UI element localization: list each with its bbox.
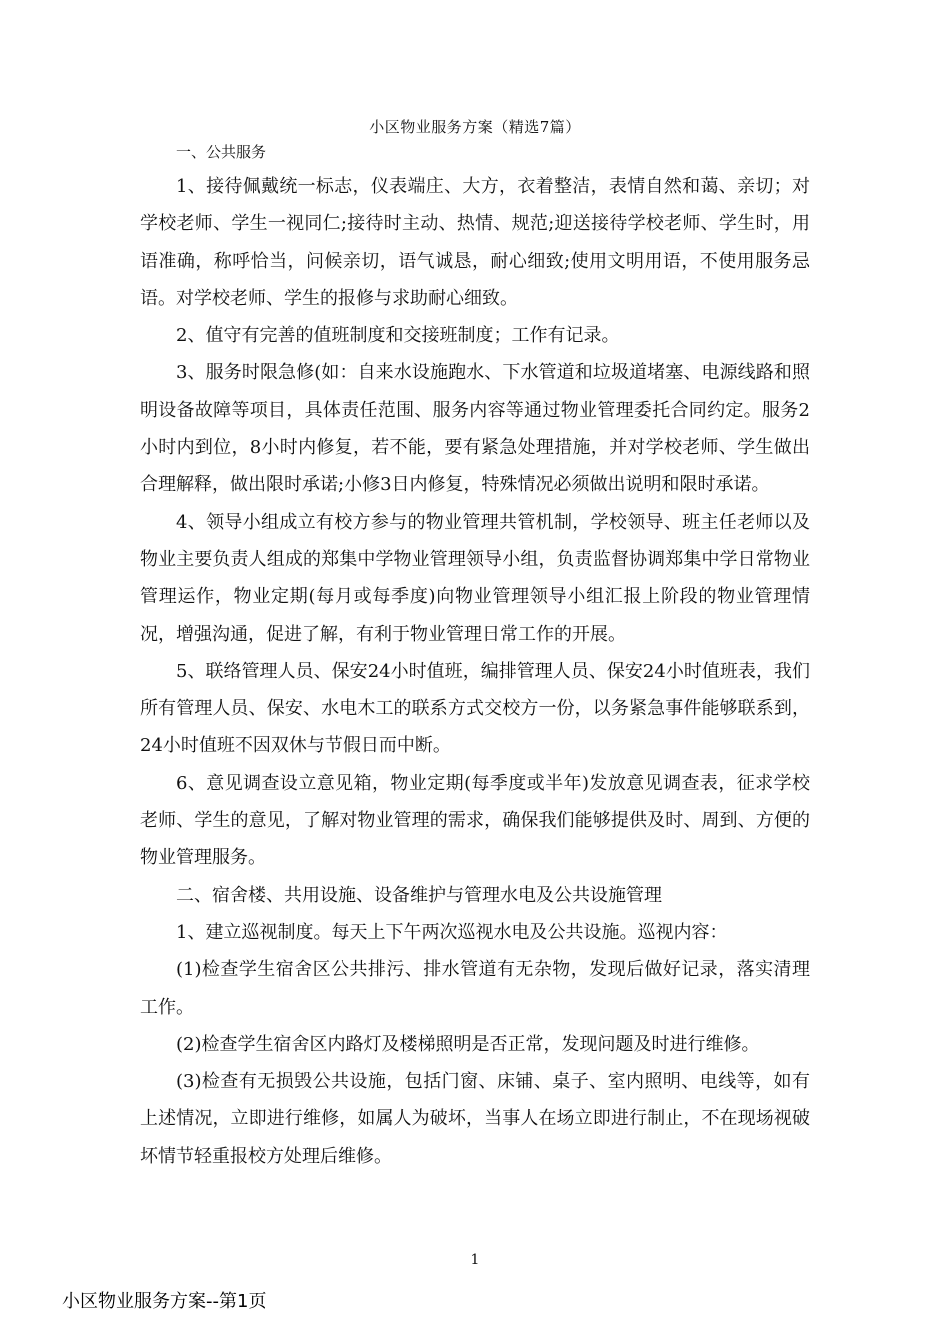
paragraph: 5、联络管理人员、保安24小时值班，编排管理人员、保安24小时值班表，我们所有管理人员、保安、水电木工的联系方式交校方一份，以务紧急事件能够联系到，24小时值班不因双休与节假日而中断。	[140, 660, 810, 757]
page-number: 1	[470, 1252, 480, 1268]
paragraph: 6、意见调查设立意见箱，物业定期(每季度或半年)发放意见调查表，征求学校老师、学生的意见，了解对物业管理的需求，确保我们能够提供及时、周到、方便的物业管理服务。	[140, 772, 810, 869]
document-body	[140, 140, 810, 1175]
paragraph: (3)检查有无损毁公共设施，包括门窗、床铺、桌子、室内照明、电线等，如有上述情况，立即进行维修，如属人为破坏，当事人在场立即进行制止，不在现场视破坏情节轻重报校方处理后维修。	[140, 1071, 810, 1167]
page-footer: 小区物业服务方案--第1页	[62, 1291, 267, 1312]
document-title: 小区物业服务方案（精选7篇）	[369, 118, 581, 136]
paragraph: 1、建立巡视制度。每天上下午两次巡视水电及公共设施。巡视内容：	[176, 921, 728, 943]
paragraph: 3、服务时限急修(如：自来水设施跑水、下水管道和垃圾道堵塞、电源线路和照明设备故障等项目，具体责任范围、服务内容等通过物业管理委托合同约定。服务2小时内到位，8小时内修复，若不能，要有紧急处理措施，并对学校老师、学生做出合理解释，做出限时承诺;小修3日内修复，特殊情况必须做出说明和限时承诺。	[140, 362, 810, 496]
paragraph: (1)检查学生宿舍区公共排污、排水管道有无杂物，发现后做好记录，落实清理工作。	[140, 959, 810, 1018]
section-heading-1: 一、公共服务	[176, 143, 267, 161]
paragraph: (2)检查学生宿舍区内路灯及楼梯照明是否正常，发现问题及时进行维修。	[176, 1033, 760, 1055]
section-heading-2: 二、宿舍楼、共用设施、设备维护与管理水电及公共设施管理	[176, 884, 662, 906]
paragraph: 1、接待佩戴统一标志，仪表端庄、大方，衣着整洁，表情自然和蔼、亲切；对学校老师、学生一视同仁;接待时主动、热情、规范;迎送接待学校老师、学生时，用语准确，称呼恰当，问候亲切，语气诚恳，耐心细致;使用文明用语，不使用服务忌语。对学校老师、学生的报修与求助耐心细致。	[140, 176, 810, 309]
paragraph: 4、领导小组成立有校方参与的物业管理共管机制，学校领导、班主任老师以及物业主要负责人组成的郑集中学物业管理领导小组，负责监督协调郑集中学日常物业管理运作，物业定期(每月或每季度)向物业管理领导小组汇报上阶段的物业管理情况，增强沟通，促进了解，有利于物业管理日常工作的开展。	[140, 511, 810, 645]
paragraph: 2、值守有完善的值班制度和交接班制度；工作有记录。	[176, 325, 620, 347]
